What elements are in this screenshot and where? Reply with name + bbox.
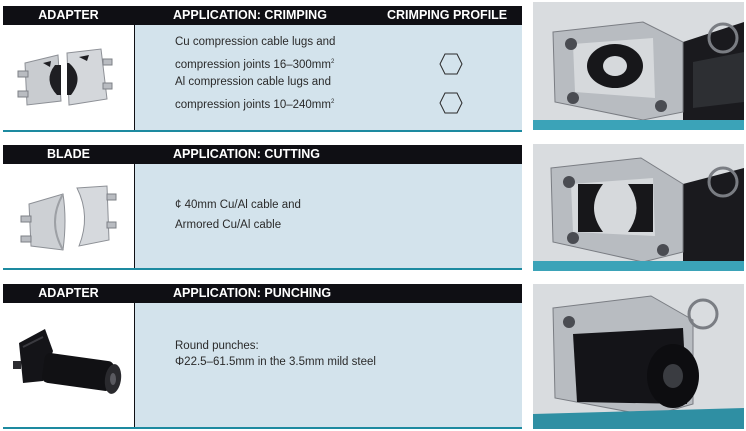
header-adapter-label: ADAPTER — [38, 8, 99, 22]
info-line-2: Φ22.5–61.5mm in the 3.5mm mild steel — [175, 356, 376, 368]
crimping-tool-photo — [533, 2, 744, 130]
header-application-label: APPLICATION: CUTTING — [173, 147, 320, 161]
info-line-2: compression joints $16-300mm^2$ — [175, 59, 335, 71]
crimping-info-panel — [135, 25, 522, 130]
section-divider — [3, 427, 522, 429]
section-divider — [3, 130, 522, 132]
info-line-1: Round punches: — [175, 340, 259, 352]
cutting-blade-image — [3, 164, 134, 268]
hexagon-icon — [439, 92, 463, 114]
info-line-1: ¢ 40mm Cu/Al cable and — [175, 199, 301, 211]
info-line-2: Armored Cu/Al cable — [175, 219, 282, 231]
header-profile-label: CRIMPING PROFILE — [387, 8, 508, 22]
punching-tool-photo — [533, 284, 744, 429]
section-header — [3, 145, 522, 164]
header-application-label: APPLICATION: CRIMPING — [173, 8, 327, 22]
cutting-info-panel — [135, 164, 522, 268]
header-application-label: APPLICATION: PUNCHING — [173, 286, 332, 300]
crimping-adapter-image — [3, 25, 134, 130]
info-line-1: Cu compression cable lugs and — [175, 36, 336, 48]
section-header — [3, 284, 522, 303]
info-line-4: compression joints $10-240mm^2$ — [175, 99, 335, 111]
header-adapter-label: ADAPTER — [38, 286, 99, 300]
info-line-3: Al compression cable lugs and — [175, 76, 331, 88]
cutting-tool-photo — [533, 144, 744, 271]
section-header — [3, 6, 522, 25]
hexagon-icon — [439, 53, 463, 75]
punching-adapter-image — [3, 303, 134, 427]
punching-info-panel — [135, 303, 522, 427]
header-blade-label: BLADE — [46, 147, 91, 161]
section-divider — [3, 268, 522, 270]
